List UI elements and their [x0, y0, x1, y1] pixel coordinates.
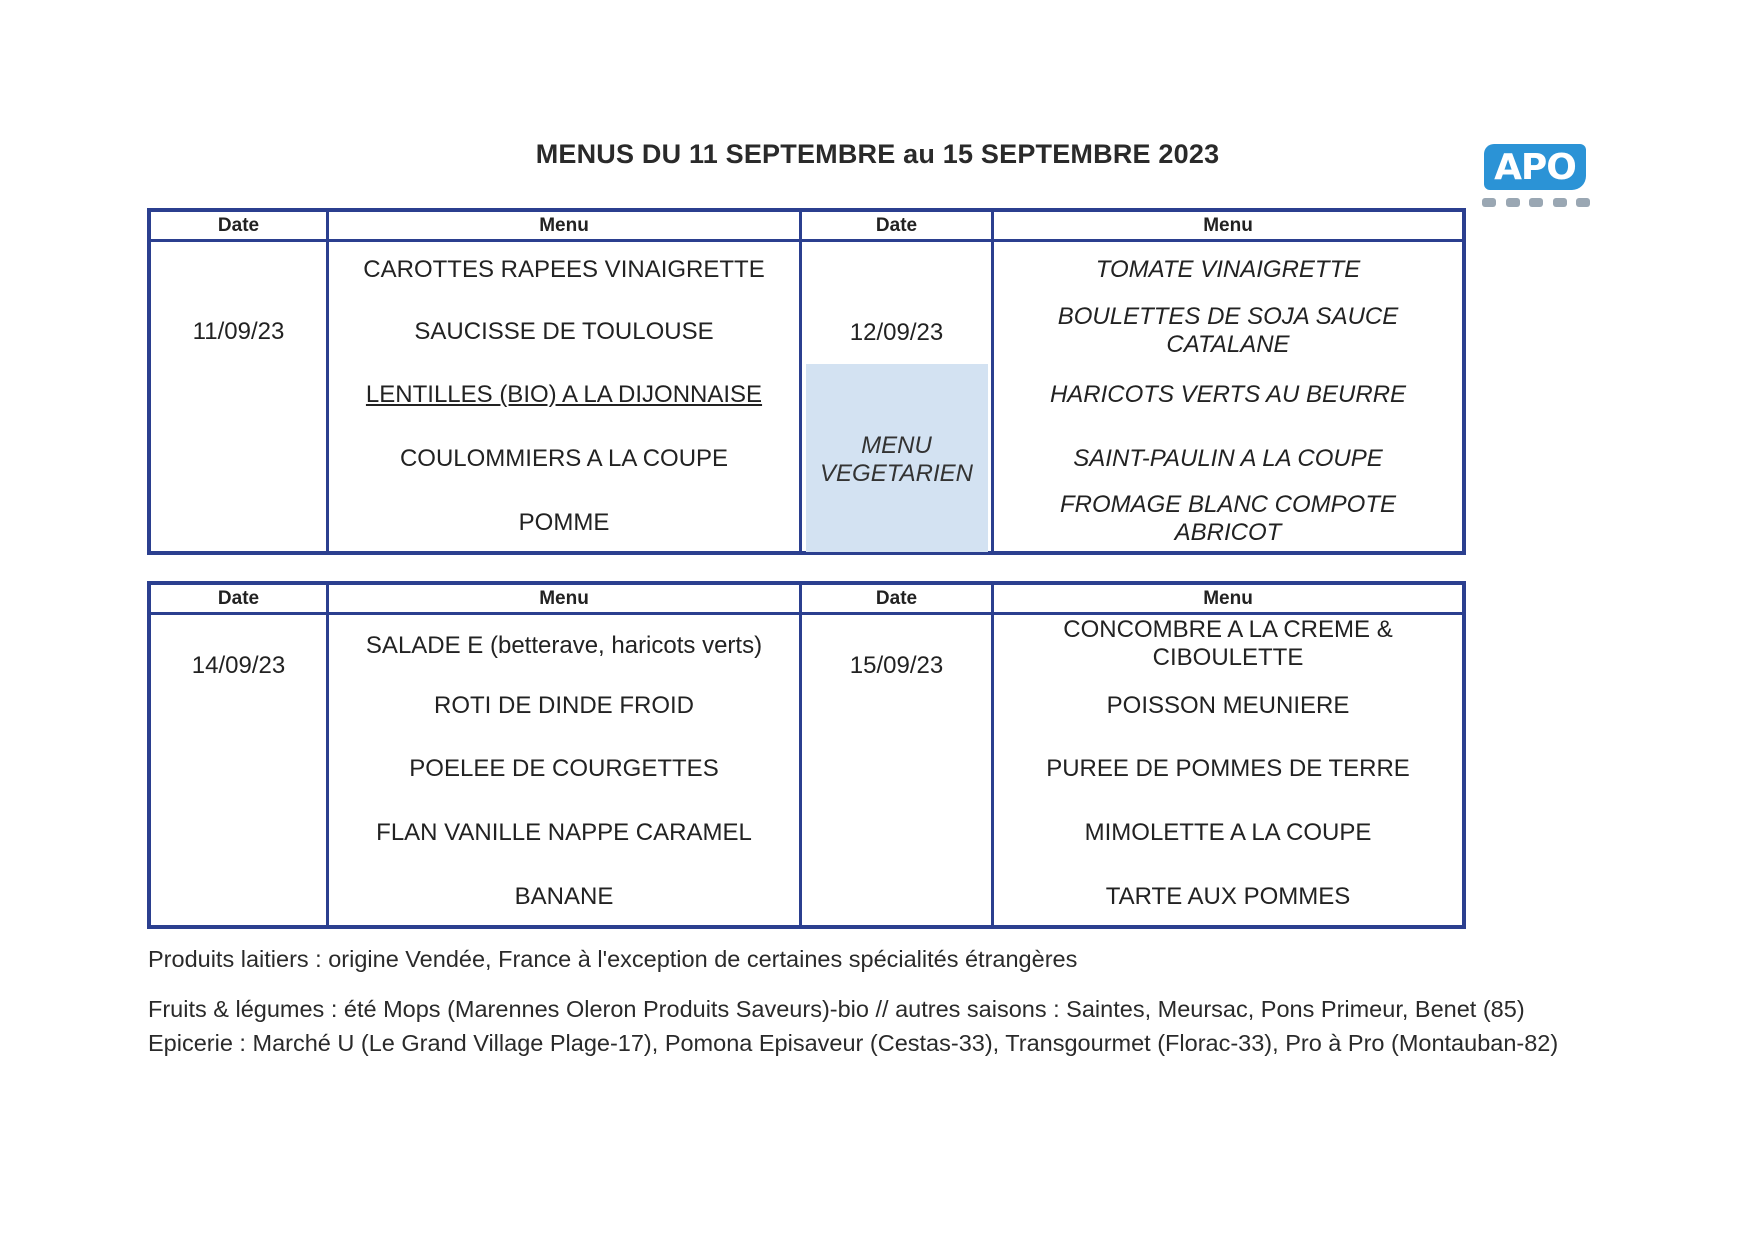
- date-cell: 15/09/23: [849, 652, 944, 679]
- menu-item: TARTE AUX POMMES: [1105, 883, 1351, 910]
- menu-cell: [329, 242, 799, 551]
- note-fruits-vegetables: Fruits & légumes : été Mops (Marennes Oleron Produits Saveurs)-bio // autres saisons : Saintes, Meursac, Pons Primeur, Benet (85): [148, 996, 1525, 1022]
- menu-item: MIMOLETTE A LA COUPE: [1084, 819, 1372, 846]
- supplier-notes: [148, 945, 1608, 1057]
- menu-item: SAINT-PAULIN A LA COUPE: [1073, 445, 1383, 472]
- menu-item: POELEE DE COURGETTES: [409, 755, 719, 782]
- page-title: MENUS DU 11 SEPTEMBRE au 15 SEPTEMBRE 2023: [535, 139, 1220, 169]
- note-grocery: Epicerie : Marché U (Le Grand Village Plage-17), Pomona Episaveur (Cestas-33), Transgourmet (Florac-33), Pro à Pro (Montauban-82): [148, 1030, 1559, 1056]
- header-date: Date: [875, 215, 918, 236]
- menu-item: BANANE: [514, 883, 614, 910]
- header-menu: Menu: [539, 588, 589, 609]
- menu-cell: [329, 615, 799, 925]
- header-date: Date: [217, 215, 260, 236]
- date-cell: 11/09/23: [192, 318, 285, 345]
- menu-item: POMME: [518, 509, 610, 536]
- header-menu: Menu: [1203, 215, 1253, 236]
- header-menu: Menu: [1203, 588, 1253, 609]
- menu-item: FLAN VANILLE NAPPE CARAMEL: [376, 819, 752, 846]
- header-menu: Menu: [539, 215, 589, 236]
- logo-badge: APO: [1484, 144, 1586, 190]
- menu-item: FROMAGE BLANC COMPOTE ABRICOT: [1059, 491, 1397, 546]
- menu-item: HARICOTS VERTS AU BEURRE: [1049, 381, 1407, 408]
- table-header: [151, 585, 1462, 615]
- menu-cell: [994, 615, 1462, 925]
- menu-item: COULOMMIERS A LA COUPE: [399, 445, 729, 472]
- menu-table-week-part-1: [147, 208, 1466, 555]
- vegetarian-menu-label: MENU VEGETARIEN: [820, 432, 973, 487]
- menu-item: CAROTTES RAPEES VINAIGRETTE: [363, 256, 765, 283]
- menu-item: LENTILLES (BIO) A LA DIJONNAISE: [365, 381, 763, 408]
- date-cell: 14/09/23: [191, 652, 286, 679]
- menu-item: SALADE E (betterave, haricots verts): [365, 632, 763, 659]
- menu-item: PUREE DE POMMES DE TERRE: [1046, 755, 1410, 782]
- menu-item: ROTI DE DINDE FROID: [433, 692, 694, 719]
- header-date: Date: [217, 588, 260, 609]
- menu-item: SAUCISSE DE TOULOUSE: [414, 318, 714, 345]
- menu-item: CONCOMBRE A LA CREME & CIBOULETTE: [1063, 616, 1393, 671]
- note-dairy: Produits laitiers : origine Vendée, France à l'exception de certaines spécialités étrangères: [148, 946, 1078, 972]
- menu-item: TOMATE VINAIGRETTE: [1095, 256, 1361, 283]
- date-cell: 12/09/23: [849, 319, 944, 346]
- table-header: [151, 212, 1462, 242]
- menu-item: POISSON MEUNIERE: [1106, 692, 1350, 719]
- header-date: Date: [875, 588, 918, 609]
- menu-table-week-part-2: [147, 581, 1466, 929]
- menu-item: BOULETTES DE SOJA SAUCE CATALANE: [1057, 303, 1399, 358]
- menu-cell: [994, 242, 1462, 551]
- logo-pictograms: [1482, 195, 1590, 209]
- apo-logo: [1482, 141, 1590, 213]
